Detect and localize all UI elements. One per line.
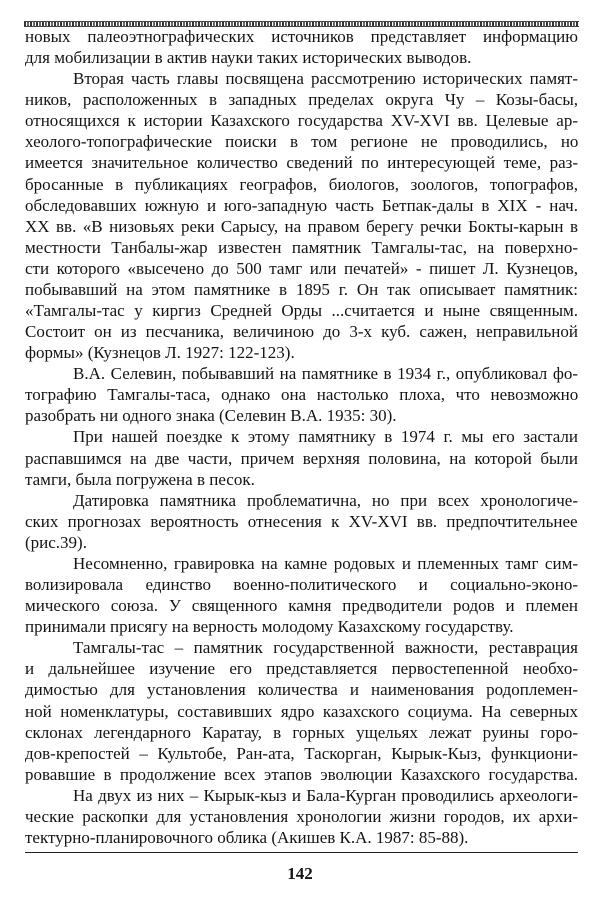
text-line: и дальнейшее изучение его представляется первостепенной необхо- [25, 659, 578, 679]
text-line: сти которого «высечено до 500 тамг или печатей» - пишет Л. Кузнецов, [25, 258, 578, 278]
text-line: (рис.39). [25, 532, 87, 552]
text-line: При нашей поездке к этому памятнику в 1974 г. мы его застали [73, 427, 578, 447]
text-line: относящихся к истории Казахского государства XV-XVI вв. Целевые ар- [25, 111, 578, 131]
text-line: тографию Тамгалы-таса, однако она настолько плоха, что невозможно [25, 385, 578, 405]
text-line: XX вв. «В низовьях реки Сарысу, на правом берегу речки Бокты-карын в [25, 216, 578, 236]
text-line: Датировка памятника проблематична, но при всех хронологиче- [73, 490, 578, 510]
text-line: дов-крепостей – Культобе, Ран-ата, Таскорган, Кырык-Кыз, функциони- [25, 743, 578, 763]
footer-rule [25, 852, 578, 853]
text-line: ной номенклатуры, составивших ядро казахского социума. На северных [25, 701, 578, 721]
text-line: обследовавших южную и юго-западную часть Бетпак-далы в XIX - нач. [25, 195, 578, 215]
text-line: хеолого-топографические поиски в том регионе не проводились, но [25, 132, 578, 152]
text-line: волизировала единство военно-политического и социально-эконо- [25, 575, 578, 595]
text-line: тектурно-планировочного облика (Акишев К.А. 1987: 85-88). [25, 827, 469, 847]
text-line: формы» (Кузнецов Л. 1927: 122-123). [25, 343, 295, 363]
page-number: 142 [287, 864, 313, 883]
text-line: тамги, была погружена в песок. [25, 469, 255, 489]
text-line: ческие раскопки для установления хронологии жизни городов, их архи- [25, 806, 578, 826]
text-line: Несомненно, гравировка на камне родовых и племенных тамг сим- [73, 553, 578, 573]
text-line: разобрать ни одного знака (Селевин В.А. 1935: 30). [25, 406, 397, 426]
text-line: принимали присягу на верность молодому Казахскому государству. [25, 617, 514, 637]
text-line: В.А. Селевин, побывавший на памятнике в 1934 г., опубликовал фо- [73, 364, 578, 384]
text-line: для мобилизации в актив науки таких исторических выводов. [25, 48, 472, 68]
text-line: склонах легендарного Каратау, в горных ущельях лежат руины горо- [25, 722, 578, 742]
text-line: «Тамгалы-тас у киргиз Средней Орды ...считается и ныне священным. [25, 301, 578, 321]
text-line: ровавшие в продолжение всех этапов эволюции Казахского государства. [25, 764, 578, 784]
text-line: Состоит он из песчаника, величиною до 3-х куб. сажен, неправильной [25, 322, 578, 342]
text-line: ских прогнозах вероятность отнесения к XV-XVI вв. предпочтительнее [25, 511, 578, 531]
text-line: Вторая часть главы посвящена рассмотрению исторических памят- [73, 69, 578, 89]
text-line: бросанные в публикациях географов, биологов, зоологов, топографов, [25, 174, 578, 194]
text-line: На двух из них – Кырык-кыз и Бала-Курган проводились археологи- [73, 785, 578, 805]
text-line: новых палеоэтнографических источников представляет информацию [25, 27, 578, 46]
text-line: местности Танбалы-жар известен памятник Тамгалы-тас, на поверхно- [25, 237, 578, 257]
body-text [25, 26, 578, 848]
text-line: Тамгалы-тас – памятник государственной важности, реставрация [73, 638, 578, 658]
text-line: побывавший на этом памятнике в 1895 г. Он так описывает памятник: [25, 279, 578, 299]
text-line: мического союза. У священного камня предводители родов и племен [25, 596, 578, 616]
text-line: ников, расположенных в западных пределах округа Чу – Козы-басы, [25, 90, 578, 110]
text-line: имеется значительное количество сведений по интересующей теме, раз- [25, 153, 578, 173]
text-line: распавшимся на две части, причем верхняя половина, на которой были [25, 448, 578, 468]
text-line: димостью для установления количества и наименования родоплемен- [25, 680, 578, 700]
